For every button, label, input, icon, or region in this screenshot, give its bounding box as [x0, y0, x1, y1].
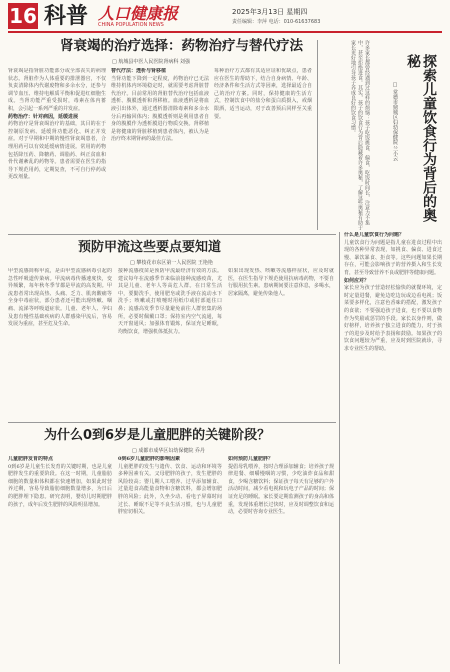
article-3-byline: □ 攀枝花市东区第一人民医院 王艳艳 [130, 260, 213, 266]
article-3-paragraph: 接种流感疫苗是预防甲流最经济有效的方法。建议每年在流感季节来临前接种流感疫苗，尤其是儿童、老年人等高危人群。在日常生活中，要勤洗手，使用肥皂或洗手液在流动水下洗手；咳嗽或打喷嚏时用纸巾或肘部遮住口鼻；流感高发季节尽量避免前往人群密集的场所，必要时佩戴口罩；保持室内空气流通，每天开窗通风；加强体育锻炼，保证充足睡眠，均衡饮食，增强机体抵抗力。 [118, 268, 222, 335]
article-4-subheading: 0到6岁儿童肥胖的影响因素 [118, 456, 180, 462]
article-1-column-2 [111, 68, 209, 230]
article-2-vertical-text [320, 40, 370, 230]
article-1-byline: □ 航城县中医人民医院肾病科 刘强 [112, 59, 190, 65]
article-1-column-3 [214, 68, 312, 230]
article-2-paragraph: 家长应为孩子营造轻松愉快的就餐环境，定时定量进餐，避免边吃边玩或边看电视；饭菜要多样化，注意色香味的搭配，激发孩子的食欲；不要强迫孩子进食，也不要以食物作为奖励或惩罚的手段。家长以身作则，做好榜样，培养孩子独立进食的能力，对于孩子的进步及时给予表扬和鼓励。如果孩子的饮食问题较为严重，应及时到医院就诊，寻求专业医生的帮助。 [344, 285, 442, 352]
editor-line: 责任编辑：李萍 电话：010-61637683 [232, 19, 321, 25]
article-2-column [344, 232, 442, 664]
article-2-subheading: 如何应对？ [344, 277, 370, 284]
article-1-subheading: 药物治疗：针对病因，延缓进展 [8, 113, 79, 120]
article-1-paragraph: 药物治疗是肾衰竭治疗的基础，其目的在于控制原发病、延缓肾功能恶化、纠正并发症。对于早期和中期的慢性肾衰竭患者，合理用药可以有效延缓病情进展。常用的药物包括降压药、降糖药、调脂药、纠正贫血和骨代谢紊乱的药物等。患者需要在医生的指导下规范用药，定期复查，不可自行停药或更改剂量。 [8, 121, 106, 181]
article-4-subheading: 儿童肥胖发育的特点 [8, 456, 54, 462]
article-3-title: 预防甲流这些要点要知道 [78, 240, 222, 255]
issue-date: 2025年3月13日 星期四 [232, 8, 308, 16]
article-4-column-3 [228, 456, 334, 664]
newspaper-logo-subtitle: CHINA POPULATION NEWS [98, 22, 164, 28]
article-3-column-2 [118, 268, 222, 418]
article-2-paragraph: 儿童饮食行为问题是指儿童在进食过程中出现的各种异常表现，如挑食、偏食、进食过慢、暴饮暴食、拒食等。这些问题如果长期存在，可能会影响孩子的营养摄入和生长发育，甚至导致营养不良或肥胖等健康问题。 [344, 239, 442, 276]
article-4-title: 为什么0到6岁是儿童肥胖的关键阶段？ [44, 428, 271, 443]
article-1-column-1 [8, 68, 106, 230]
article-1-paragraph: 当肾功能下降到一定程度，药物治疗已无法维持机体内环境稳定时，就需要考虑肾脏替代治疗。目前常用的肾脏替代治疗包括血液透析、腹膜透析和肾移植。血液透析是将血液引出体外，通过透析器清除毒素和多余水分后再输回体内；腹膜透析则是利用患者自身的腹膜作为透析膜进行物质交换。肾移植是将健康的肾脏移植到患者体内，被认为是治疗终末期肾病的最佳方法。 [111, 75, 209, 143]
article-4-paragraph: 0到6岁是儿童生长发育的关键时期，也是儿童肥胖发生的重要阶段。在这一时期，儿童脂肪细胞的数量和体积都在快速增加，如果此时营养过剩，容易导致脂肪细胞数量增多，为日后的肥胖埋下隐患。研究表明，婴幼儿时期肥胖的孩子，成年后发生肥胖的风险明显增加。 [8, 463, 112, 508]
article-1-subheading: 替代疗法：透析与肾移植 [111, 68, 167, 74]
article-1-title: 肾衰竭的治疗选择：药物治疗与替代疗法 [60, 38, 303, 54]
article-4-column-2 [118, 456, 222, 664]
article-2-subheading: 什么是儿童饮食行为问题？ [344, 232, 405, 238]
article-3-column-1 [8, 268, 112, 418]
article-4-subheading: 如何预防儿童肥胖？ [228, 456, 274, 462]
page-number: 16 [9, 4, 37, 28]
article-3-paragraph: 如果出现发热、咳嗽等流感样症状，应及时就医，在医生指导下规范使用抗病毒药物，不要自行服用抗生素。患病期间要注意休息，多喝水，居家隔离，避免传染他人。 [228, 268, 334, 297]
article-4-paragraph: 儿童肥胖的发生与遗传、饮食、运动和环境等多种因素有关。父母肥胖的孩子，发生肥胖的风险较高；婴儿期人工喂养、过早添加辅食、过量进食高能量食物和含糖饮料，都会增加肥胖的风险；此外，久坐少动、看电子屏幕时间过长、睡眠不足等不良生活习惯，也与儿童肥胖密切相关。 [118, 463, 222, 516]
section-divider [8, 422, 336, 423]
article-2-title: 探索儿童饮食行为背后的奥秘 [405, 54, 437, 222]
article-1-paragraph: 每种治疗方式都有其适应证和优缺点，患者应在医生的帮助下，结合自身病情、年龄、经济条件和生活方式等因素，选择最适合自己的治疗方案。同时，保持健康的生活方式，控制饮食中的盐分和蛋白质摄入，戒烟限酒，适当运动，对于改善预后同样至关重要。 [214, 68, 312, 120]
article-2-paragraph: 许多家长都曾经遇到过这样的烦恼：孩子吃饭挑食、偏食，吃饭时间长，注意力不集中，甚至拒绝进食。其实，孩子的饮食行为背后隐藏着许多奥秘，了解这些奥秘有助于家长更好地引导孩子养成良好的饮食习惯。 [350, 40, 370, 230]
column-divider [317, 40, 318, 230]
masthead [0, 0, 450, 32]
article-1-paragraph: 肾衰竭是指肾脏功能部分或全部丧失的病理状态。肾脏作为人体重要的排泄器官，不仅负责清除体内代谢废物和多余水分，还参与调节血压、维持电解质平衡和促进红细胞生成。当肾功能严重受损时，毒素在体内蓄积，会引起一系列严重的并发症。 [8, 68, 106, 112]
newspaper-logo: 人口健康报 [98, 4, 179, 23]
article-4-paragraph: 提倡母乳喂养，按时合理添加辅食；培养孩子规律进餐、细嚼慢咽的习惯，少吃油炸食品和甜食，少喝含糖饮料；保证孩子每天有足够的户外活动时间，减少看电视和玩电子产品的时间；保证充足的睡眠。家长要定期监测孩子的身高和体重，发现体重增长过快时，应及时调整饮食和运动，必要时咨询专业医生。 [228, 463, 334, 516]
section-name: 科普 [44, 3, 89, 29]
column-divider [339, 232, 340, 664]
header-divider [8, 31, 442, 33]
article-4-column-1 [8, 456, 112, 664]
article-2-byline: □ 常德市鼎城区妇幼保健院 兰小云 [392, 82, 398, 162]
article-4-byline: □ 成都市成华区妇幼保健院 乔丹 [132, 448, 205, 454]
section-divider [8, 234, 336, 235]
article-3-column-3 [228, 268, 334, 418]
article-3-paragraph: 甲型流感简称甲流，是由甲型流感病毒引起的急性呼吸道传染病。甲流病毒传播速度快，变异频繁，每年秋冬季节都是甲流的高发期。甲流患者常出现高热、头痛、乏力、肌肉酸痛等全身中毒症状，部分患者还可能出现咳嗽、咽痛、流涕等呼吸道症状。儿童、老年人、孕妇及患有慢性基础疾病的人群感染甲流后，容易发展为重症，甚至危及生命。 [8, 268, 112, 328]
